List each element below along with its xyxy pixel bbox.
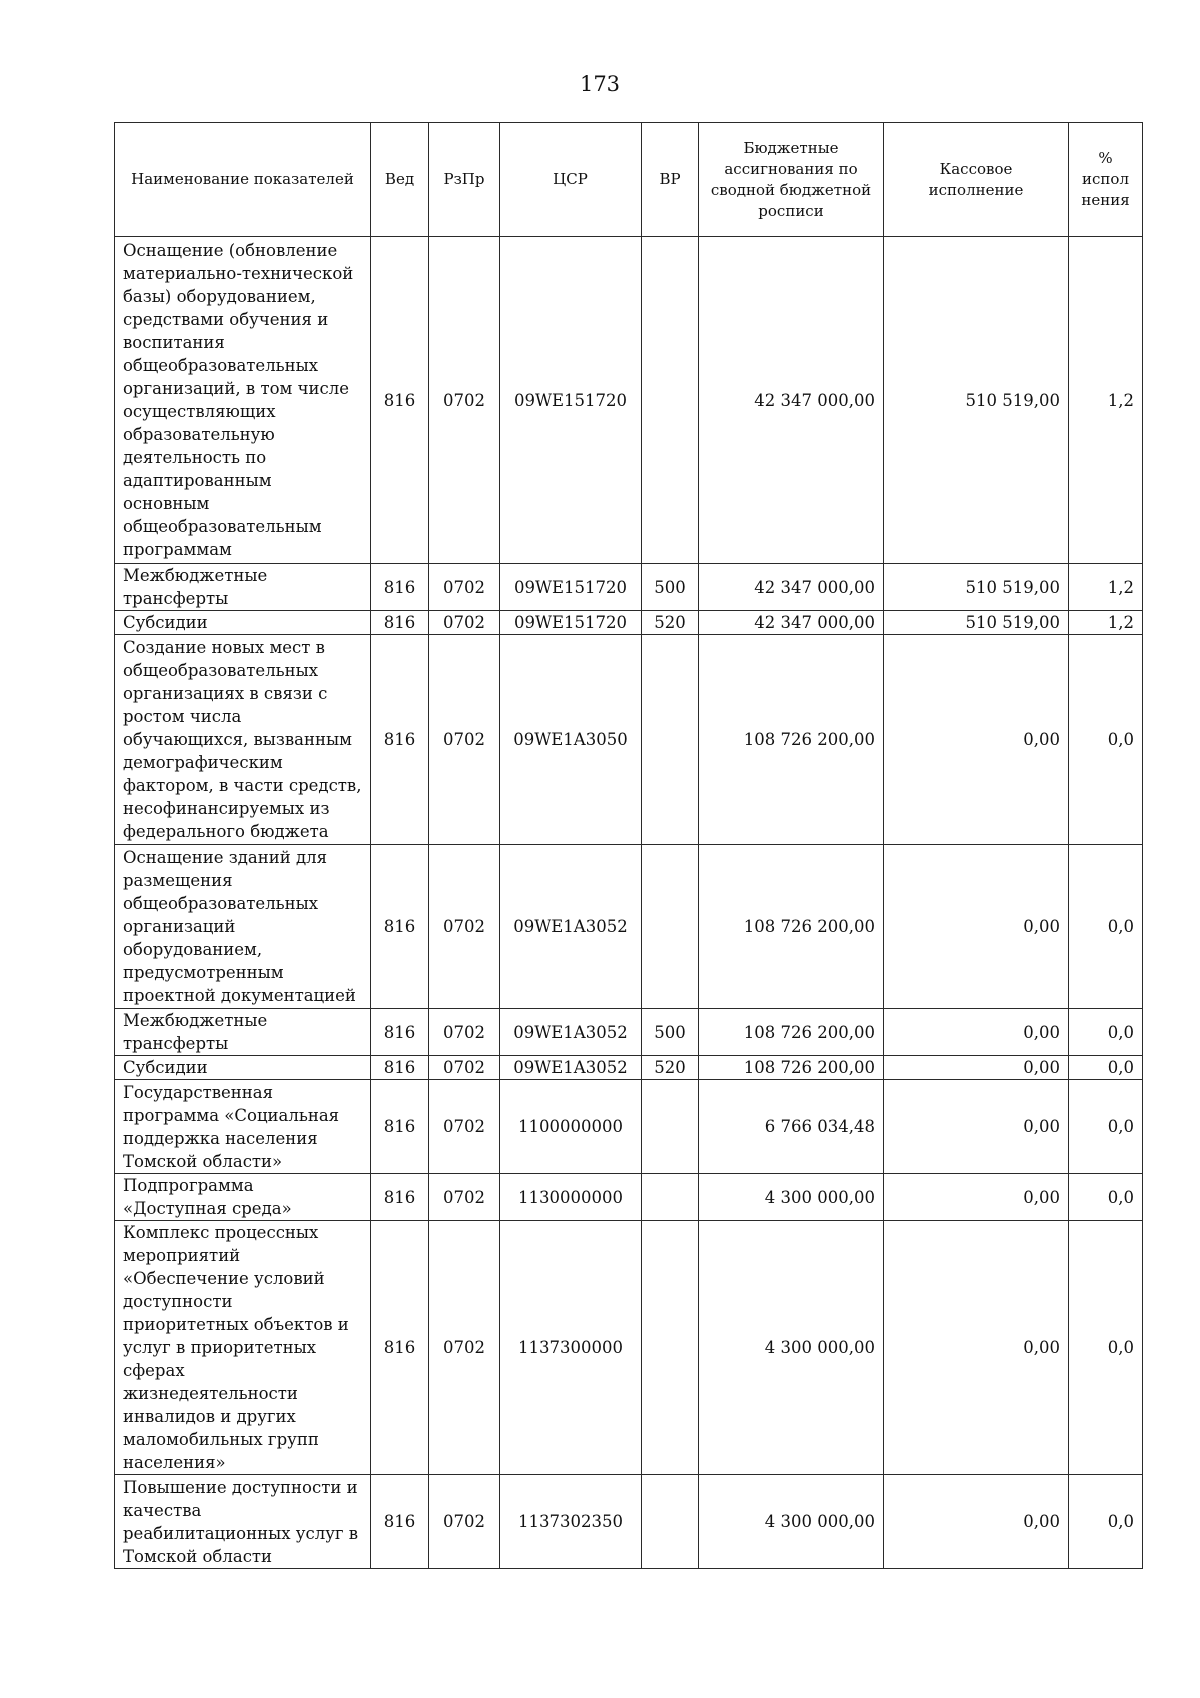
row-budget: 42 347 000,00 — [699, 611, 884, 635]
row-rzpr: 0702 — [429, 1221, 500, 1475]
row-ved: 816 — [371, 1056, 429, 1080]
table-row — [115, 1056, 1143, 1080]
row-name: Подпрограмма «Доступная среда» — [115, 1174, 371, 1221]
header-cash: Кассовое исполнение — [884, 123, 1069, 237]
row-percent: 0,0 — [1069, 1221, 1143, 1475]
row-cash: 510 519,00 — [884, 611, 1069, 635]
row-budget: 42 347 000,00 — [699, 564, 884, 611]
row-name: Комплекс процессных мероприятий «Обеспечение условий доступности приоритетных объектов и услуг в приоритетных сферах жизнедеятельности инвалидов и других маломобильных групп населения» — [115, 1221, 371, 1475]
table-row — [115, 1475, 1143, 1569]
row-rzpr: 0702 — [429, 635, 500, 845]
row-budget: 108 726 200,00 — [699, 1009, 884, 1056]
row-vr — [642, 635, 699, 845]
row-vr — [642, 1475, 699, 1569]
row-rzpr: 0702 — [429, 611, 500, 635]
row-percent: 0,0 — [1069, 1056, 1143, 1080]
header-ved: Вед — [371, 123, 429, 237]
row-name: Создание новых мест в общеобразовательных организациях в связи с ростом числа обучающихся, вызванным демографическим фактором, в части средств, несофинансируемых из федерального бюджета — [115, 635, 371, 845]
row-rzpr: 0702 — [429, 237, 500, 564]
row-rzpr: 0702 — [429, 1080, 500, 1174]
row-name: Межбюджетные трансферты — [115, 1009, 371, 1056]
row-cash: 0,00 — [884, 1475, 1069, 1569]
row-rzpr: 0702 — [429, 845, 500, 1009]
table-row — [115, 1080, 1143, 1174]
row-csr: 09WE1A3050 — [500, 635, 642, 845]
row-cash: 0,00 — [884, 845, 1069, 1009]
row-name: Государственная программа «Социальная поддержка населения Томской области» — [115, 1080, 371, 1174]
row-budget: 6 766 034,48 — [699, 1080, 884, 1174]
row-csr: 09WE151720 — [500, 564, 642, 611]
row-rzpr: 0702 — [429, 1056, 500, 1080]
row-ved: 816 — [371, 237, 429, 564]
row-ved: 816 — [371, 611, 429, 635]
row-csr: 1137300000 — [500, 1221, 642, 1475]
row-ved: 816 — [371, 1080, 429, 1174]
row-csr: 09WE1A3052 — [500, 1056, 642, 1080]
table-row — [115, 1221, 1143, 1475]
row-budget: 4 300 000,00 — [699, 1221, 884, 1475]
row-rzpr: 0702 — [429, 1174, 500, 1221]
page-number: 173 — [579, 72, 621, 96]
row-percent: 0,0 — [1069, 1174, 1143, 1221]
row-percent: 0,0 — [1069, 845, 1143, 1009]
row-ved: 816 — [371, 635, 429, 845]
row-name: Межбюджетные трансферты — [115, 564, 371, 611]
row-cash: 0,00 — [884, 1174, 1069, 1221]
row-cash: 510 519,00 — [884, 237, 1069, 564]
row-ved: 816 — [371, 1174, 429, 1221]
row-percent: 0,0 — [1069, 1080, 1143, 1174]
row-csr: 09WE151720 — [500, 611, 642, 635]
header-budget: Бюджетные ассигнования по сводной бюджетной росписи — [699, 123, 884, 237]
row-vr: 520 — [642, 611, 699, 635]
row-name: Повышение доступности и качества реабилитационных услуг в Томской области — [115, 1475, 371, 1569]
table-row — [115, 611, 1143, 635]
row-ved: 816 — [371, 1221, 429, 1475]
row-budget: 108 726 200,00 — [699, 1056, 884, 1080]
header-vr: ВР — [642, 123, 699, 237]
row-csr: 09WE1A3052 — [500, 845, 642, 1009]
row-vr — [642, 1080, 699, 1174]
row-name: Субсидии — [115, 1056, 371, 1080]
row-ved: 816 — [371, 1009, 429, 1056]
row-percent: 1,2 — [1069, 564, 1143, 611]
row-rzpr: 0702 — [429, 1475, 500, 1569]
header-percent: % испол нения — [1069, 123, 1143, 237]
table-row — [115, 1009, 1143, 1056]
row-cash: 0,00 — [884, 1056, 1069, 1080]
row-cash: 510 519,00 — [884, 564, 1069, 611]
row-percent: 0,0 — [1069, 1475, 1143, 1569]
row-name: Оснащение зданий для размещения общеобразовательных организаций оборудованием, предусмотренным проектной документацией — [115, 845, 371, 1009]
row-budget: 108 726 200,00 — [699, 845, 884, 1009]
row-cash: 0,00 — [884, 1221, 1069, 1475]
row-rzpr: 0702 — [429, 1009, 500, 1056]
row-name: Оснащение (обновление материально-технической базы) оборудованием, средствами обучения и воспитания общеобразовательных организаций, в том числе осуществляющих образовательную деятельность по адаптированным основным общеобразовательным программам — [115, 237, 371, 564]
row-percent: 1,2 — [1069, 237, 1143, 564]
header-name: Наименование показателей — [115, 123, 371, 237]
row-csr: 09WE1A3052 — [500, 1009, 642, 1056]
row-vr — [642, 845, 699, 1009]
table-row — [115, 845, 1143, 1009]
row-percent: 0,0 — [1069, 1009, 1143, 1056]
header-rzpr: РзПр — [429, 123, 500, 237]
row-name: Субсидии — [115, 611, 371, 635]
row-vr — [642, 1221, 699, 1475]
row-vr: 500 — [642, 564, 699, 611]
row-csr: 09WE151720 — [500, 237, 642, 564]
table-row — [115, 237, 1143, 564]
row-ved: 816 — [371, 845, 429, 1009]
table-header-row — [115, 123, 1143, 237]
row-percent: 1,2 — [1069, 611, 1143, 635]
row-csr: 1100000000 — [500, 1080, 642, 1174]
row-ved: 816 — [371, 1475, 429, 1569]
table-row — [115, 1174, 1143, 1221]
row-budget: 42 347 000,00 — [699, 237, 884, 564]
row-percent: 0,0 — [1069, 635, 1143, 845]
row-cash: 0,00 — [884, 635, 1069, 845]
row-vr: 520 — [642, 1056, 699, 1080]
row-budget: 4 300 000,00 — [699, 1174, 884, 1221]
row-budget: 4 300 000,00 — [699, 1475, 884, 1569]
row-cash: 0,00 — [884, 1080, 1069, 1174]
row-vr: 500 — [642, 1009, 699, 1056]
table-row — [115, 635, 1143, 845]
row-ved: 816 — [371, 564, 429, 611]
row-vr — [642, 237, 699, 564]
table-row — [115, 564, 1143, 611]
budget-execution-table — [114, 122, 1143, 1569]
row-vr — [642, 1174, 699, 1221]
row-cash: 0,00 — [884, 1009, 1069, 1056]
header-csr: ЦСР — [500, 123, 642, 237]
row-budget: 108 726 200,00 — [699, 635, 884, 845]
row-csr: 1137302350 — [500, 1475, 642, 1569]
row-csr: 1130000000 — [500, 1174, 642, 1221]
row-rzpr: 0702 — [429, 564, 500, 611]
